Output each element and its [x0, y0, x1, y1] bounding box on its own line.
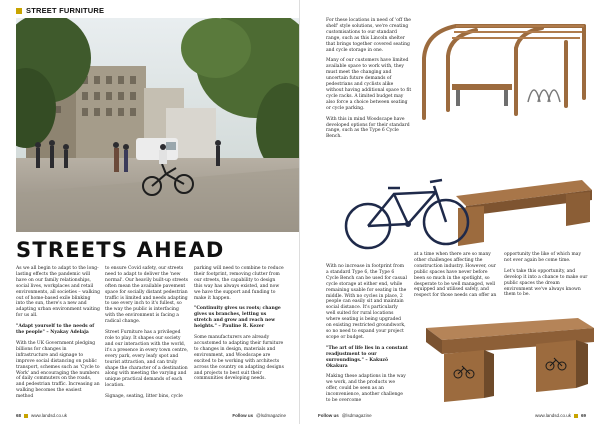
footer-handle-link[interactable]: @lsdmagazine	[341, 413, 372, 418]
left-column-1	[16, 266, 100, 405]
page-number: 69	[580, 413, 586, 418]
right-page	[300, 0, 600, 424]
paragraph: to ensure Covid safety, our streets need to adapt to deliver the 'new normal'. Our heavily built-up streets often mean the available pavement space for socially distant pedestrian traffic is limited and needs adapting to use every inch to it's fullest, so the way the public is interfacing with the environment is facing a radical change.	[105, 266, 188, 325]
paragraph: Let's take this opportunity, and develop it into a chance to make our public spaces the dream environment we've always known them to be.	[504, 268, 588, 298]
quote: "Adapt yourself to the needs of the people" – Nyakay Adelaja	[16, 324, 95, 336]
footer-url-link[interactable]: www.landsd.co.uk	[31, 413, 68, 418]
left-column-2	[105, 266, 189, 405]
paragraph: With this in mind Woodscape have developed options for their standard range, such as the Type 6 Cycle Bench.	[326, 116, 410, 140]
left-footer-social	[232, 413, 286, 418]
section-tag	[16, 6, 104, 15]
footer-follow-label: Follow us	[318, 413, 339, 418]
right-footer	[535, 413, 586, 418]
paragraph: With the UK Government pledging billions for changes in infrastructure and signage to improve social distancing on public transport, schemes such as 'Cycle to Work' and encouraging the numbers of daily commuters on the roads, and pedestrian traffic. Increasing an walking becomes the easiest method	[16, 340, 100, 400]
paragraph: at a time when there are so many other challenges affecting the construction industry. However, our public spaces have never before been so much in the spotlight, so desperate to be well managed, well equipped and utilised safely, and respect for those needs can offer an	[414, 252, 497, 299]
paragraph: Some manufacturers are already accustomed to adapting their furniture to changes in design, materials and environment, and Woodscape are excited to be working with architects across the country on adapting designs and projects to best suit their communities developing needs.	[194, 335, 284, 382]
cycle-bench-image	[346, 150, 596, 256]
quote: "The art of life lies in a constant readjustment to our surroundings." – Kakuzō Okakura	[326, 345, 408, 369]
paragraph: Many of our customers have limited available space to work with, they must meet the changing and uncertain future demands of pedestrians and cyclists alike without having additional space to fit cycle racks. A limited budget may also force a choice between seating or cycle parking.	[326, 58, 412, 111]
headline: STREETS AHEAD	[16, 238, 225, 262]
paragraph: As we all begin to adapt to the long-lasting effects the pandemic will have on our family relationships, social lives, workplaces and retail environments, all societies – walking out of home-based exile blinking into the sun, there's a new and adapting urban environment waiting for us all.	[16, 266, 100, 319]
section-tag-label: STREET FURNITURE	[26, 6, 105, 15]
left-footer	[16, 413, 67, 418]
right-column-2	[326, 264, 408, 409]
footer-marker	[24, 414, 28, 418]
paragraph: Signage, seating, litter bins, cycle	[105, 394, 183, 400]
right-column-4	[504, 252, 588, 303]
lincoln-shelter-image	[416, 18, 592, 130]
left-column-3	[194, 266, 284, 387]
footer-url-link[interactable]: www.landsd.co.uk	[534, 413, 571, 418]
paragraph: Street Furniture has a privileged role to play. It shapes our society and our interaction with the world, it's a presence in every town centre, every park, every leafy spot and tourist attraction, and can truly shape the character of a destination along with meeting the varying and unique practical demands of each location.	[105, 330, 189, 389]
paragraph: parking will need to combine to reduce their footprint, removing clutter from our streets, the capability to design this way has always existed, and now we have the support and funding to make it happen.	[194, 266, 284, 301]
paragraph: For these locations in need of 'off the shelf' style solutions, we're creating customisations to our standard range, such as this Lincoln shelter that brings together covered seating and cycle storage in one.	[326, 18, 411, 53]
footer-follow-label: Follow us	[232, 413, 254, 418]
paragraph: Making these adaptions in the way we work, and the products we offer, could be seen as an inconvenience, another challenge to be overcome	[326, 374, 406, 404]
street-photo	[16, 18, 299, 232]
cycle-bench-close-up-image	[418, 314, 596, 406]
right-footer-social	[318, 413, 372, 418]
paragraph: opportunity the like of which may not ever again be come time.	[504, 252, 581, 263]
footer-handle-link[interactable]: @lsdmagazine	[256, 413, 286, 418]
right-column-1	[326, 18, 412, 145]
right-column-3	[414, 252, 498, 304]
page-number: 68	[16, 413, 22, 418]
footer-marker	[574, 414, 578, 418]
section-tag-marker	[16, 8, 22, 14]
paragraph: With no increase in footprint from a standard Type 6, the Type 6 Cycle Bench can be used for casual cycle storage at either end, while remaining usable for seating in the middle. With no cycles in place, 2 people can easily sit and maintain social distance. It's particularly well suited for rural locations where seating is being upgraded on existing restricted groundwork, so no need to expand your project scope or budget.	[326, 264, 407, 340]
quote: "Continuity gives us roots; change gives us branches, letting us stretch and grow and reach new heights." – Pauline R. Kezer	[194, 306, 281, 330]
